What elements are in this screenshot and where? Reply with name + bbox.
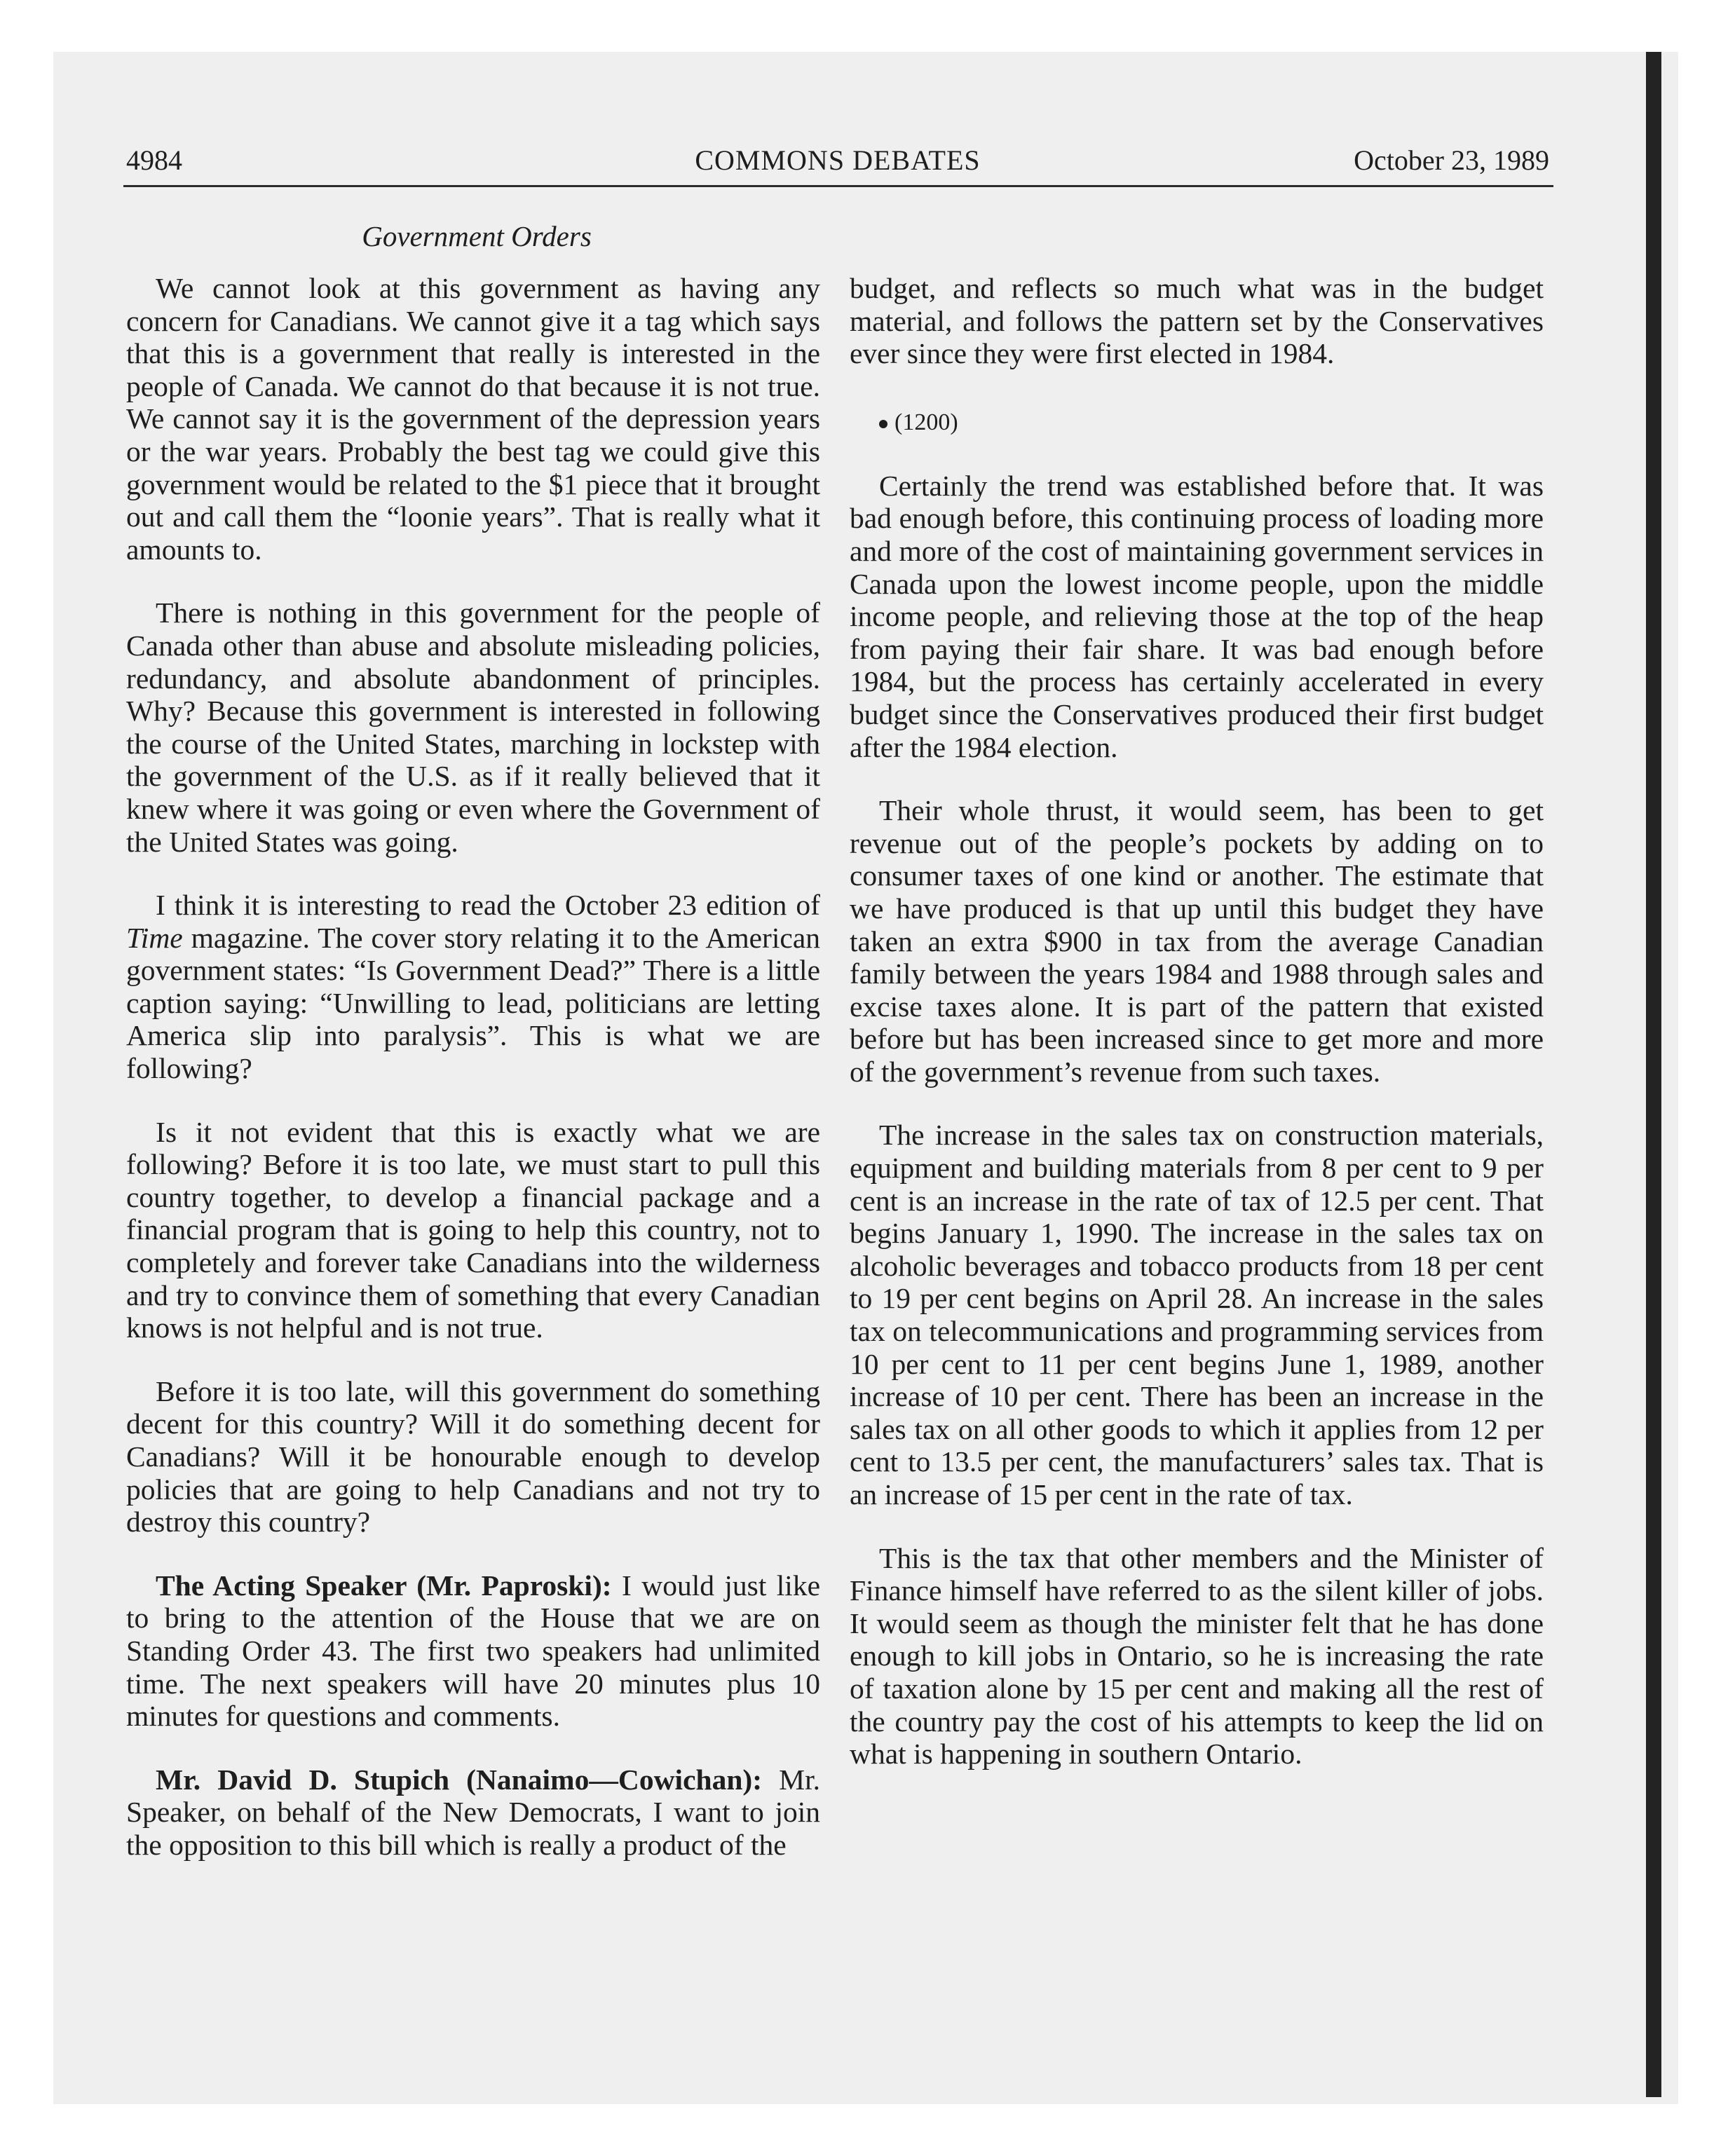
paragraph [126,1569,820,1733]
bullet-icon [879,420,887,428]
text-run: I think it is interesting to read the October 23 edition of [156,889,820,922]
text-run: magazine. The cover story relating it to the American government states: “Is Government Dead?” There is a little caption saying: “Unwilling to lead, politicians are letting America slip into paralysis”. This is what we are following? [126,921,820,1085]
paragraph: The increase in the sales tax on construction materials, equipment and building materials from 8 per cent to 9 per cent is an increase in the rate of tax of 12.5 per cent. That begins January 1, 1990. The increase in the sales tax on alcoholic beverages and tobacco products from 18 per cent to 19 per cent begins on April 28. An increase in the sales tax on telecommunications and programming services from 10 per cent to 11 per cent begins June 1, 1989, another increase of 10 per cent. There has been an increase in the sales tax on all other goods to which it applies from 12 per cent to 13.5 per cent, the manufacturers’ sales tax. That is an increase of 15 per cent in the rate of tax. [850,1119,1544,1510]
header-rule [123,185,1553,187]
publication-title: COMMONS DEBATES [695,144,981,176]
paragraph [126,889,820,1085]
paragraph: budget, and reflects so much what was in the budget material, and follows the pattern set by the Conservatives ever since they were first elected in 1984. [850,272,1544,370]
paragraph: Their whole thrust, it would seem, has been to get revenue out of the people’s pockets by adding on to consumer taxes of one kind or another. The estimate that we have produced is that up until this budget they have taken an extra $900 in tax from the average Canadian family between the years 1984 and 1988 through sales and excise taxes alone. It is part of the pattern that existed before but has been increased since to get more and more of the government’s revenue from such taxes. [850,794,1544,1088]
page-header [126,139,1549,182]
paragraph: Is it not evident that this is exactly what we are following? Before it is too late, we must start to pull this country together, to develop a financial package and a financial program that is going to help this country, not to completely and forever take Canadians into the wilderness and try to convince them of something that every Canadian knows is not helpful and is not true. [126,1115,820,1344]
issue-date: October 23, 1989 [1354,144,1549,176]
paragraph: This is the tax that other members and the Minister of Finance himself have referred to as the silent killer of jobs. It would seem as though the minister felt that he has done enough to kill jobs in Ontario, so he is increasing the rate of taxation alone by 15 per cent and making all the rest of the country pay the cost of his attempts to keep the lid on what is happening in southern Ontario. [850,1541,1544,1770]
paragraph: We cannot look at this government as having any concern for Canadians. We cannot give it a tag which says that this is a government that really is interested in the people of Canada. We cannot do that because it is not true. We cannot say it is the government of the depression years or the war years. Probably the best tag we could give this government would be related to the $1 piece that it brought out and call them the “loonie years”. That is really what it amounts to. [126,272,820,566]
paragraph: Before it is too late, will this government do something decent for this country? Will it do something decent for Canadians? Will it be honourable enough to develop policies that are going to help Canadians and not try to destroy this country? [126,1374,820,1538]
speaker-name: The Acting Speaker (Mr. Paproski): [156,1569,612,1602]
section-heading: Government Orders [362,220,592,252]
paragraph: There is nothing in this government for the people of Canada other than abuse and absolute misleading policies, redundancy, and absolute abandonment of principles. Why? Because this government is interested in following the course of the United States, marching in lockstep with the government of the U.S. as if it really believed that it knew where it was going or even where the Government of the United States was going. [126,596,820,858]
speaker-name: Mr. David D. Stupich (Nanaimo—Cowichan): [156,1763,763,1796]
scan-edge-bar [1646,52,1661,2097]
time-stamp: (1200) [894,409,958,435]
page-number: 4984 [126,144,182,176]
magazine-title: Time [126,921,183,954]
text-run: I would just like to bring to the attention of the House that we are on Standing Order 43. The first two speakers had unlimited time. The next speakers will have 20 minutes plus 10 minutes for questions and comments. [126,1569,821,1733]
left-column [126,272,820,1892]
text-run: Mr. Speaker, on behalf of the New Democrats, I want to join the opposition to this bill which is really a product of the [126,1763,820,1861]
right-column [850,272,1544,1801]
paragraph: Certainly the trend was established before that. It was bad enough before, this continuing process of loading more and more of the cost of maintaining government services in Canada upon the lowest income people, upon the middle income people, and relieving those at the top of the heap from paying their fair share. It was bad enough before 1984, but the process has certainly accelerated in every budget since the Conservatives produced their first budget after the 1984 election. [850,469,1544,763]
paragraph [126,1763,820,1862]
time-marker [850,407,1544,439]
